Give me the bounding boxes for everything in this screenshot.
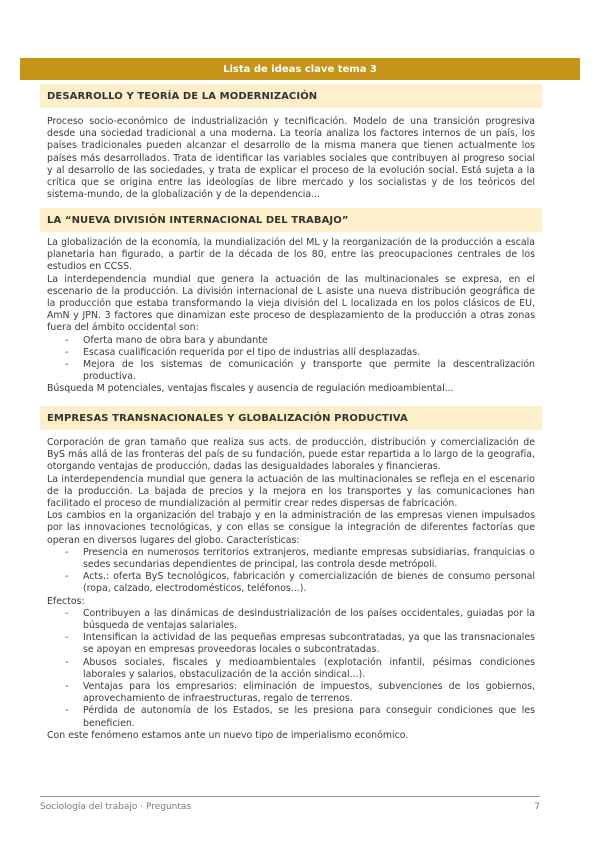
paragraph: Búsqueda M potenciales, ventajas fiscales y ausencia de regulación medioambiental... xyxy=(47,383,454,395)
section-heading: DESARROLLO Y TEORÍA DE LA MODERNIZACIÓN xyxy=(40,84,542,108)
effects-list xyxy=(47,608,535,730)
closing-paragraph: Con este fenómeno estamos ante un nuevo tipo de imperialismo económico. xyxy=(47,729,409,741)
paragraph: Proceso socio-económico de industrialización y tecnificación. Modelo de una transición progresiva desde una sociedad tradicional a una moderna. La teoría analiza los factores internos de un país, los países tradicionales pueden alcanzar el desarrollo de la misma manera que tienen actualmente los países más desarrollados. Trata de identificar las variables sociales que contribuyen al progreso social y al desarrollo de las sociedades, y trata de explicar el proceso de la evolución social. Está sujeta a la crítica que se origina entre las ideologías de libre mercado y los socialistas y de los teóricos del sistema-mundo, de la globalización y de la dependencia... xyxy=(47,116,535,201)
characteristics-list xyxy=(47,547,535,596)
paragraph: La globalización de la economía, la mundialización del ML y la reorganización de la producción a escala planetaria han figurado, a partir de la década de los 80, entre las preocupaciones centrales de los estudios en CCSS. xyxy=(47,237,535,273)
list-item: - Contribuyen a las dinámicas de desindustrialización de los países occidentales, guiadas por la búsqueda de ventajas salariales. xyxy=(65,608,535,632)
paragraph: La interdependencia mundial que genera la actuación de las multinacionales se expresa, en el escenario de la producción. La división internacional de L asiste una nueva distribución geográfica de la producción que estaba transformando la vieja división del L localizada en los polos clásicos de EU, AmN y JPN. 3 factores que dinamizan este proceso de desplazamiento de la producción a otras zonas fuera del ámbito occidental son: xyxy=(47,273,535,334)
list-item: - Intensifican la actividad de las pequeñas empresas subcontratadas, ya que las transnacionales se apoyan en empresas proveedoras locales o subcontratadas. xyxy=(65,632,535,656)
footer-divider xyxy=(40,796,540,797)
section-body xyxy=(40,232,542,400)
list-item: - Presencia en numerosos territorios extranjeros, mediante empresas subsidiarias, franquicias o sedes secundarias dependientes de principal, las controla desde metrópoli. xyxy=(65,547,535,571)
section-transnationals xyxy=(40,406,542,746)
list-item: - Pérdida de autonomía de los Estados, se les presiona para conseguir condiciones que les beneficien. xyxy=(65,705,535,729)
section-heading: EMPRESAS TRANSNACIONALES Y GLOBALIZACIÓN PRODUCTIVA xyxy=(40,406,542,430)
paragraph: La interdependencia mundial que genera la actuación de las multinacionales se refleja en el escenario de la producción. La bajada de precios y la mejora en los transportes y las comunicaciones han facilitado el proceso de mundialización al permitir crear redes dispersas de fabricación. xyxy=(47,473,535,510)
page-title-bar xyxy=(20,58,580,80)
section-new-division xyxy=(40,208,542,400)
section-body xyxy=(40,108,542,205)
list-item: - Oferta mano de obra bara y abundante xyxy=(65,335,535,347)
effects-label: Efectos: xyxy=(47,595,85,607)
section-modernization xyxy=(40,84,542,205)
section-body xyxy=(40,430,542,746)
page-title: Lista de ideas clave tema 3 xyxy=(223,63,377,75)
list-item: - Mejora de los sistemas de comunicación y transporte que permite la descentralización productiva. xyxy=(65,359,535,383)
list-item: - Ventajas para los empresarios: eliminación de impuestos, subvenciones de los gobiernos, aprovechamiento de infraestructuras, regalo de terrenos. xyxy=(65,681,535,705)
footer-course-title: Sociología del trabajo · Preguntas xyxy=(40,802,192,812)
page-number: 7 xyxy=(534,802,540,812)
factor-list xyxy=(47,335,535,384)
paragraph: Los cambios en la organización del trabajo y en la administración de las empresas vienen impulsados por las innovaciones tecnológicas, y con ellas se consigue la integración de diferentes factorías que operan en diversos lugares del globo. Características: xyxy=(47,510,535,546)
list-item: - Abusos sociales, fiscales y medioambientales (explotación infantil, pésimas condiciones laborales y salarios, obstaculización de la acción sindical...). xyxy=(65,657,535,681)
list-item: - Acts.: oferta ByS tecnológicos, fabricación y comercialización de bienes de consumo personal (ropa, calzado, electrodomésticos, teléfonos...). xyxy=(65,571,535,595)
paragraph: Corporación de gran tamaño que realiza sus acts. de producción, distribución y comercialización de ByS más allá de las fronteras del país de su fundación, puede estar repartida a lo largo de la geografía, otorgando ventajas de producción, dadas las desigualdades laborales y financieras. xyxy=(47,437,535,473)
section-heading: LA “NUEVA DIVISIÓN INTERNACIONAL DEL TRABAJO” xyxy=(40,208,542,232)
list-item: - Escasa cualificación requerida por el tipo de industrias allí desplazadas. xyxy=(65,347,535,359)
